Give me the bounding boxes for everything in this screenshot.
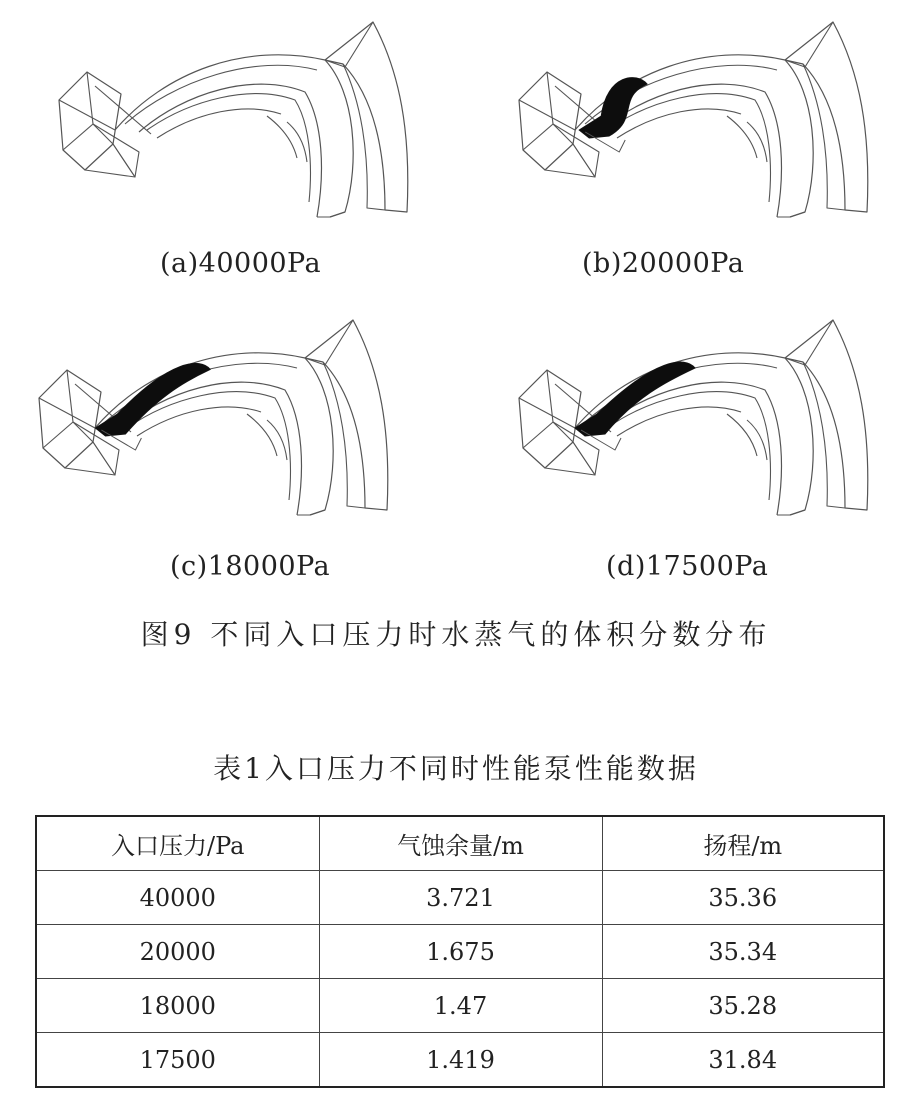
outlet-block-edge	[785, 22, 833, 67]
passage-outer-contour	[575, 353, 813, 515]
subfigure-caption-a: (a)40000Pa	[160, 248, 322, 279]
inlet-connector	[93, 124, 139, 177]
table-row	[36, 871, 884, 925]
subfigure-caption-d: (d)17500Pa	[606, 551, 769, 582]
header-npsh: 气蚀余量/m	[319, 816, 602, 871]
table-cell: 35.28	[602, 979, 884, 1033]
inlet-bottom-edge	[65, 442, 115, 475]
figure-caption: 图9 不同入口压力时水蒸气的体积分数分布	[140, 618, 772, 651]
inlet-box-diagonal	[63, 124, 93, 150]
table-cell: 35.34	[602, 925, 884, 979]
subfigure-caption-c: (c)18000Pa	[170, 551, 331, 582]
passage-foot	[777, 212, 805, 217]
outlet-block-inner-edge	[803, 362, 845, 508]
table-cell: 17500	[36, 1033, 319, 1088]
table-header-row	[36, 816, 884, 871]
figure-panel-b	[515, 12, 885, 227]
outlet-block-inner-edge	[323, 362, 365, 508]
impeller-passage-drawing	[515, 310, 885, 525]
table-cell: 35.36	[602, 871, 884, 925]
table-row	[36, 1033, 884, 1088]
blade-tip-2	[267, 116, 297, 158]
passage-outer-contour	[575, 55, 813, 217]
figure-panel-a	[55, 12, 425, 227]
table-cell: 31.84	[602, 1033, 884, 1088]
inlet-bottom-edge	[545, 144, 595, 177]
inlet-top-edge	[59, 100, 115, 130]
impeller-passage-drawing	[55, 12, 425, 227]
blade-tip-2	[247, 414, 277, 456]
blade-tip-2	[727, 116, 757, 158]
outlet-block-edge	[305, 320, 353, 365]
outlet-block-inner-edge	[803, 64, 845, 210]
impeller-passage-drawing	[35, 310, 405, 525]
outlet-block-outline	[325, 22, 408, 212]
outlet-block-inner-edge	[343, 64, 385, 210]
passage-outer-contour	[95, 353, 333, 515]
outlet-block-edge	[785, 320, 833, 365]
inlet-box-diagonal	[523, 124, 553, 150]
header-head: 扬程/m	[602, 816, 884, 871]
vapor-volume-region	[575, 362, 695, 436]
figure-panel-d	[515, 310, 885, 525]
table-cell: 1.675	[319, 925, 602, 979]
vapor-volume-region	[95, 363, 210, 436]
inlet-top-edge	[39, 398, 95, 428]
table-row	[36, 979, 884, 1033]
table-caption: 表1入口压力不同时性能泵性能数据	[213, 752, 699, 785]
table-cell: 20000	[36, 925, 319, 979]
table-cell: 3.721	[319, 871, 602, 925]
inlet-top-edge	[519, 100, 575, 130]
figure-panel-c	[35, 310, 405, 525]
header-inlet-pressure: 入口压力/Pa	[36, 816, 319, 871]
subfigure-caption-b: (b)20000Pa	[582, 248, 745, 279]
vapor-volume-region	[579, 78, 647, 138]
blade-tip-2	[727, 414, 757, 456]
inlet-bottom-edge	[85, 144, 135, 177]
inlet-box-outline	[39, 370, 101, 468]
inlet-box-outline	[519, 72, 581, 170]
table-cell: 18000	[36, 979, 319, 1033]
performance-table	[35, 815, 885, 1088]
outlet-block-outline	[785, 22, 868, 212]
inlet-top-edge	[519, 398, 575, 428]
impeller-passage-drawing	[515, 12, 885, 227]
inlet-box-diagonal	[43, 422, 73, 448]
inlet-bottom-edge	[545, 442, 595, 475]
outlet-block-edge	[325, 22, 373, 67]
passage-outer-contour	[115, 55, 353, 217]
inlet-box-outline	[59, 72, 121, 170]
passage-foot	[297, 510, 325, 515]
inlet-box-outline	[519, 370, 581, 468]
passage-foot	[777, 510, 805, 515]
inlet-box-diagonal	[523, 422, 553, 448]
table-cell: 1.419	[319, 1033, 602, 1088]
passage-foot	[317, 212, 345, 217]
outlet-block-outline	[785, 320, 868, 510]
outlet-block-outline	[305, 320, 388, 510]
table-cell: 1.47	[319, 979, 602, 1033]
table-cell: 40000	[36, 871, 319, 925]
table-row	[36, 925, 884, 979]
